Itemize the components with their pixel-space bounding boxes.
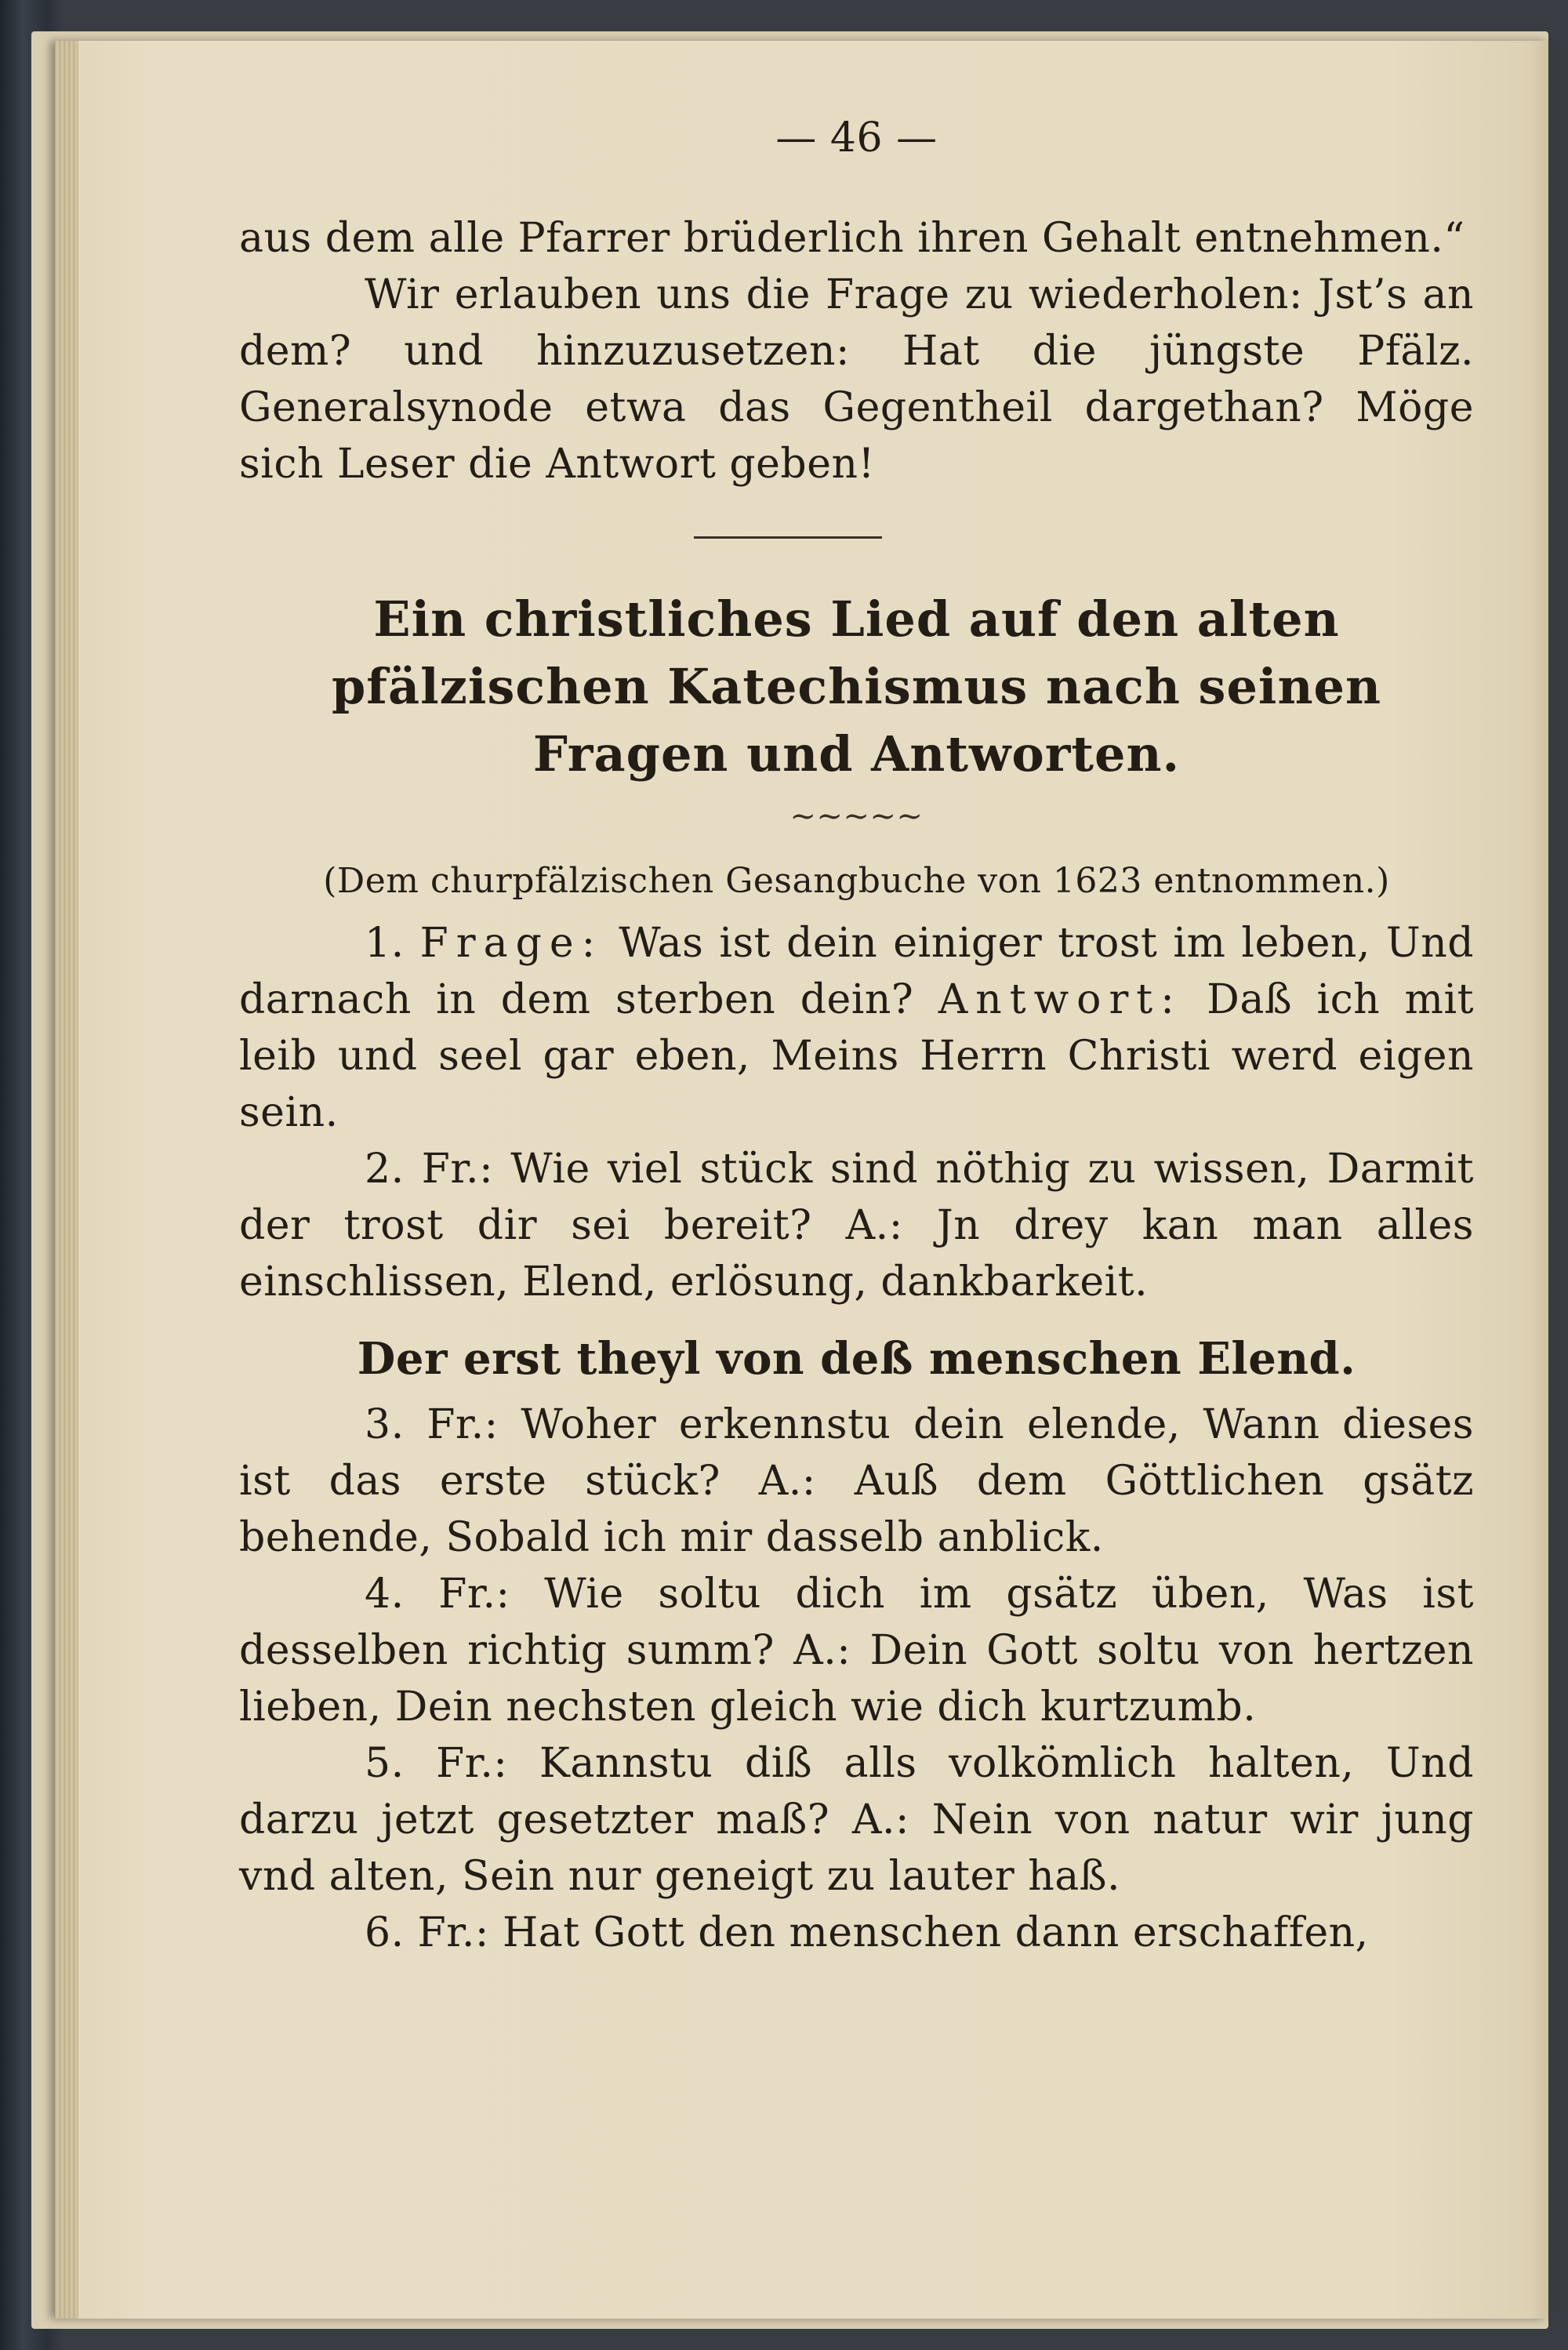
- question-1: [239, 915, 1474, 1141]
- question-1-text: Was ist dein einiger trost im leben, Und darnach in dem sterben dein?: [239, 920, 1475, 1023]
- intro-paragraph-1: aus dem alle Pfarrer brüderlich ihren Gehalt entnehmen.“: [239, 215, 1465, 262]
- source-note: (Dem churpfälzischen Gesangbuche von 1623 entnommen.): [323, 861, 1390, 901]
- section-subheading: Der erst theyl von deß menschen Elend.: [357, 1333, 1356, 1385]
- question-2: 2. Fr.: Wie viel stück sind nöthig zu wissen, Darmit der trost dir sei bereit? A.: Jn drey kan man alles einschlissen, Elend, erlösung, dankbarkeit.: [239, 1146, 1474, 1306]
- question-3: 3. Fr.: Woher erkennstu dein elende, Wann dieses ist das erste stück? A.: Auß dem Göttlichen gsätz behende, Sobald ich mir dasselb anblick.: [239, 1401, 1474, 1561]
- ornament: ~~~~~: [789, 798, 924, 834]
- question-1-number: 1.: [365, 920, 405, 967]
- song-heading: Ein christliches Lied auf den alten pfälzischen Katechismus nach seinen Fragen und Antworten.: [331, 590, 1382, 783]
- page-content: [239, 110, 1474, 1961]
- answer-1-text: Daß ich mit leib und seel gar eben, Meins Herrn Christi werd eigen sein.: [239, 976, 1474, 1136]
- question-1-label: Frage:: [419, 920, 604, 967]
- page-gutter: [55, 41, 78, 2319]
- question-6: 6. Fr.: Hat Gott den menschen dann erschaffen,: [365, 1909, 1369, 1956]
- section-divider: [694, 536, 882, 539]
- page-number: — 46 —: [775, 114, 938, 162]
- answer-1-label: Antwort:: [938, 976, 1182, 1023]
- question-5: 5. Fr.: Kannstu diß alls volkömlich halten, Und darzu jetzt gesetzter maß? A.: Nein von natur wir jung vnd alten, Sein nur geneigt zu lauter haß.: [239, 1740, 1474, 1900]
- question-4: 4. Fr.: Wie soltu dich im gsätz üben, Was ist desselben richtig summ? A.: Dein Gott soltu von hertzen lieben, Dein nechsten gleich wie dich kurtzumb.: [239, 1571, 1474, 1731]
- intro-paragraph-2: Wir erlauben uns die Frage zu wiederholen: Jst’s an dem? und hinzuzusetzen: Hat die jüngste Pfälz. Generalsynode etwa das Gegentheil dargethan? Möge sich Leser die Antwort geben!: [239, 271, 1474, 488]
